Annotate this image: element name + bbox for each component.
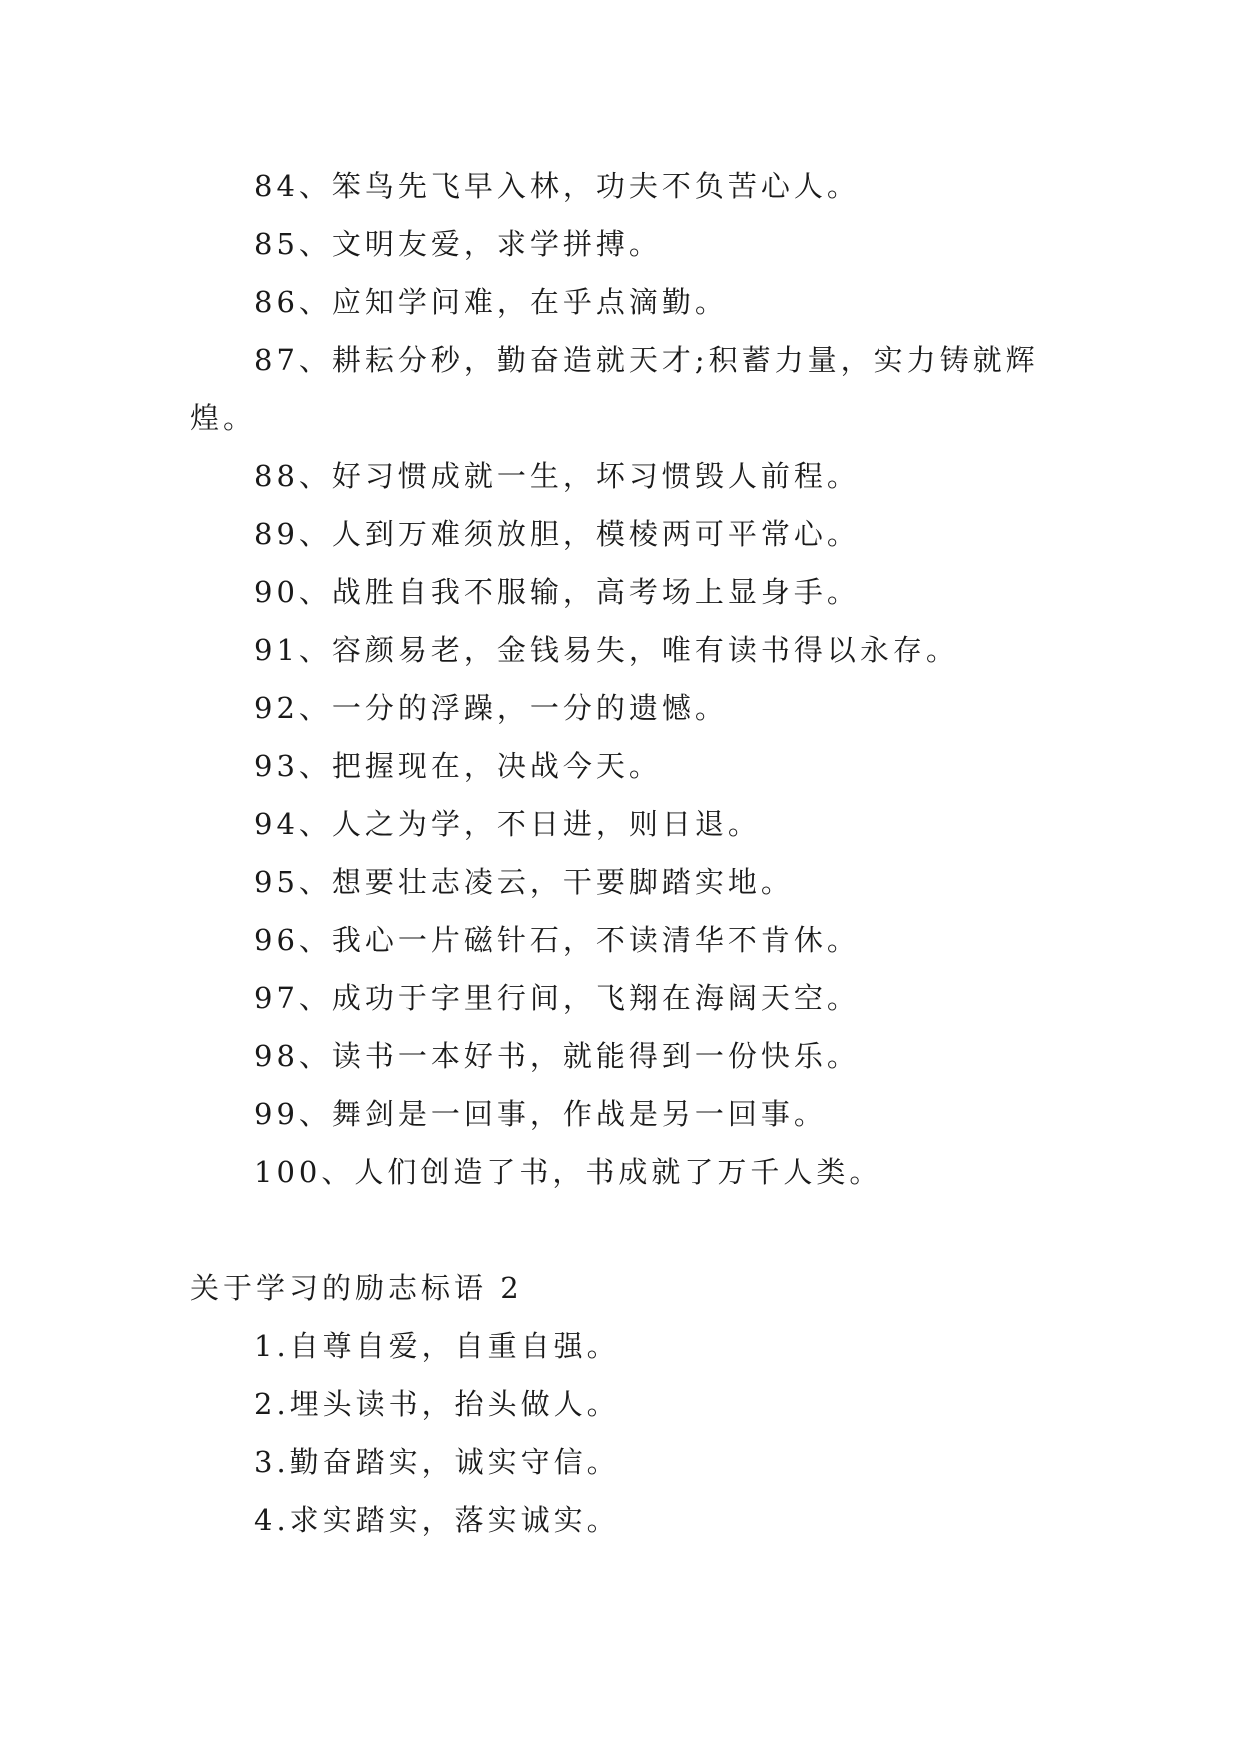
slogan-item: 86、应知学问难，在乎点滴勤。 [254, 285, 728, 319]
slogan-item: 88、好习惯成就一生，坏习惯毁人前程。 [254, 459, 860, 493]
slogan-item: 1.自尊自爱，自重自强。 [254, 1329, 620, 1363]
slogan-item: 100、人们创造了书，书成就了万千人类。 [254, 1155, 883, 1189]
slogan-item: 90、战胜自我不服输，高考场上显身手。 [254, 575, 860, 609]
slogan-item: 94、人之为学，不日进，则日退。 [254, 807, 761, 841]
slogan-item: 4.求实踏实，落实诚实。 [254, 1503, 620, 1537]
slogan-item: 99、舞剑是一回事，作战是另一回事。 [254, 1097, 827, 1131]
slogan-item: 2.埋头读书，抬头做人。 [254, 1387, 620, 1421]
slogan-item: 84、笨鸟先飞早入林，功夫不负苦心人。 [254, 169, 860, 203]
slogan-item: 92、一分的浮躁，一分的遗憾。 [254, 691, 728, 725]
slogan-item: 91、容颜易老，金钱易失，唯有读书得以永存。 [254, 633, 959, 667]
slogan-item: 95、想要壮志凌云，干要脚踏实地。 [254, 865, 794, 899]
slogan-item: 97、成功于字里行间，飞翔在海阔天空。 [254, 981, 860, 1015]
slogan-item: 89、人到万难须放胆，模棱两可平常心。 [254, 517, 860, 551]
slogan-item: 96、我心一片磁针石，不读清华不肯休。 [254, 923, 860, 957]
slogan-item-continuation: 煌。 [190, 401, 257, 435]
slogan-item: 93、把握现在，决战今天。 [254, 749, 662, 783]
slogan-item: 85、文明友爱，求学拼搏。 [254, 227, 662, 261]
slogan-item: 98、读书一本好书，就能得到一份快乐。 [254, 1039, 860, 1073]
slogan-item: 87、耕耘分秒，勤奋造就天才;积蓄力量，实力铸就辉 [254, 343, 1039, 377]
slogan-item: 3.勤奋踏实，诚实守信。 [254, 1445, 620, 1479]
section-heading: 关于学习的励志标语 2 [190, 1271, 523, 1305]
